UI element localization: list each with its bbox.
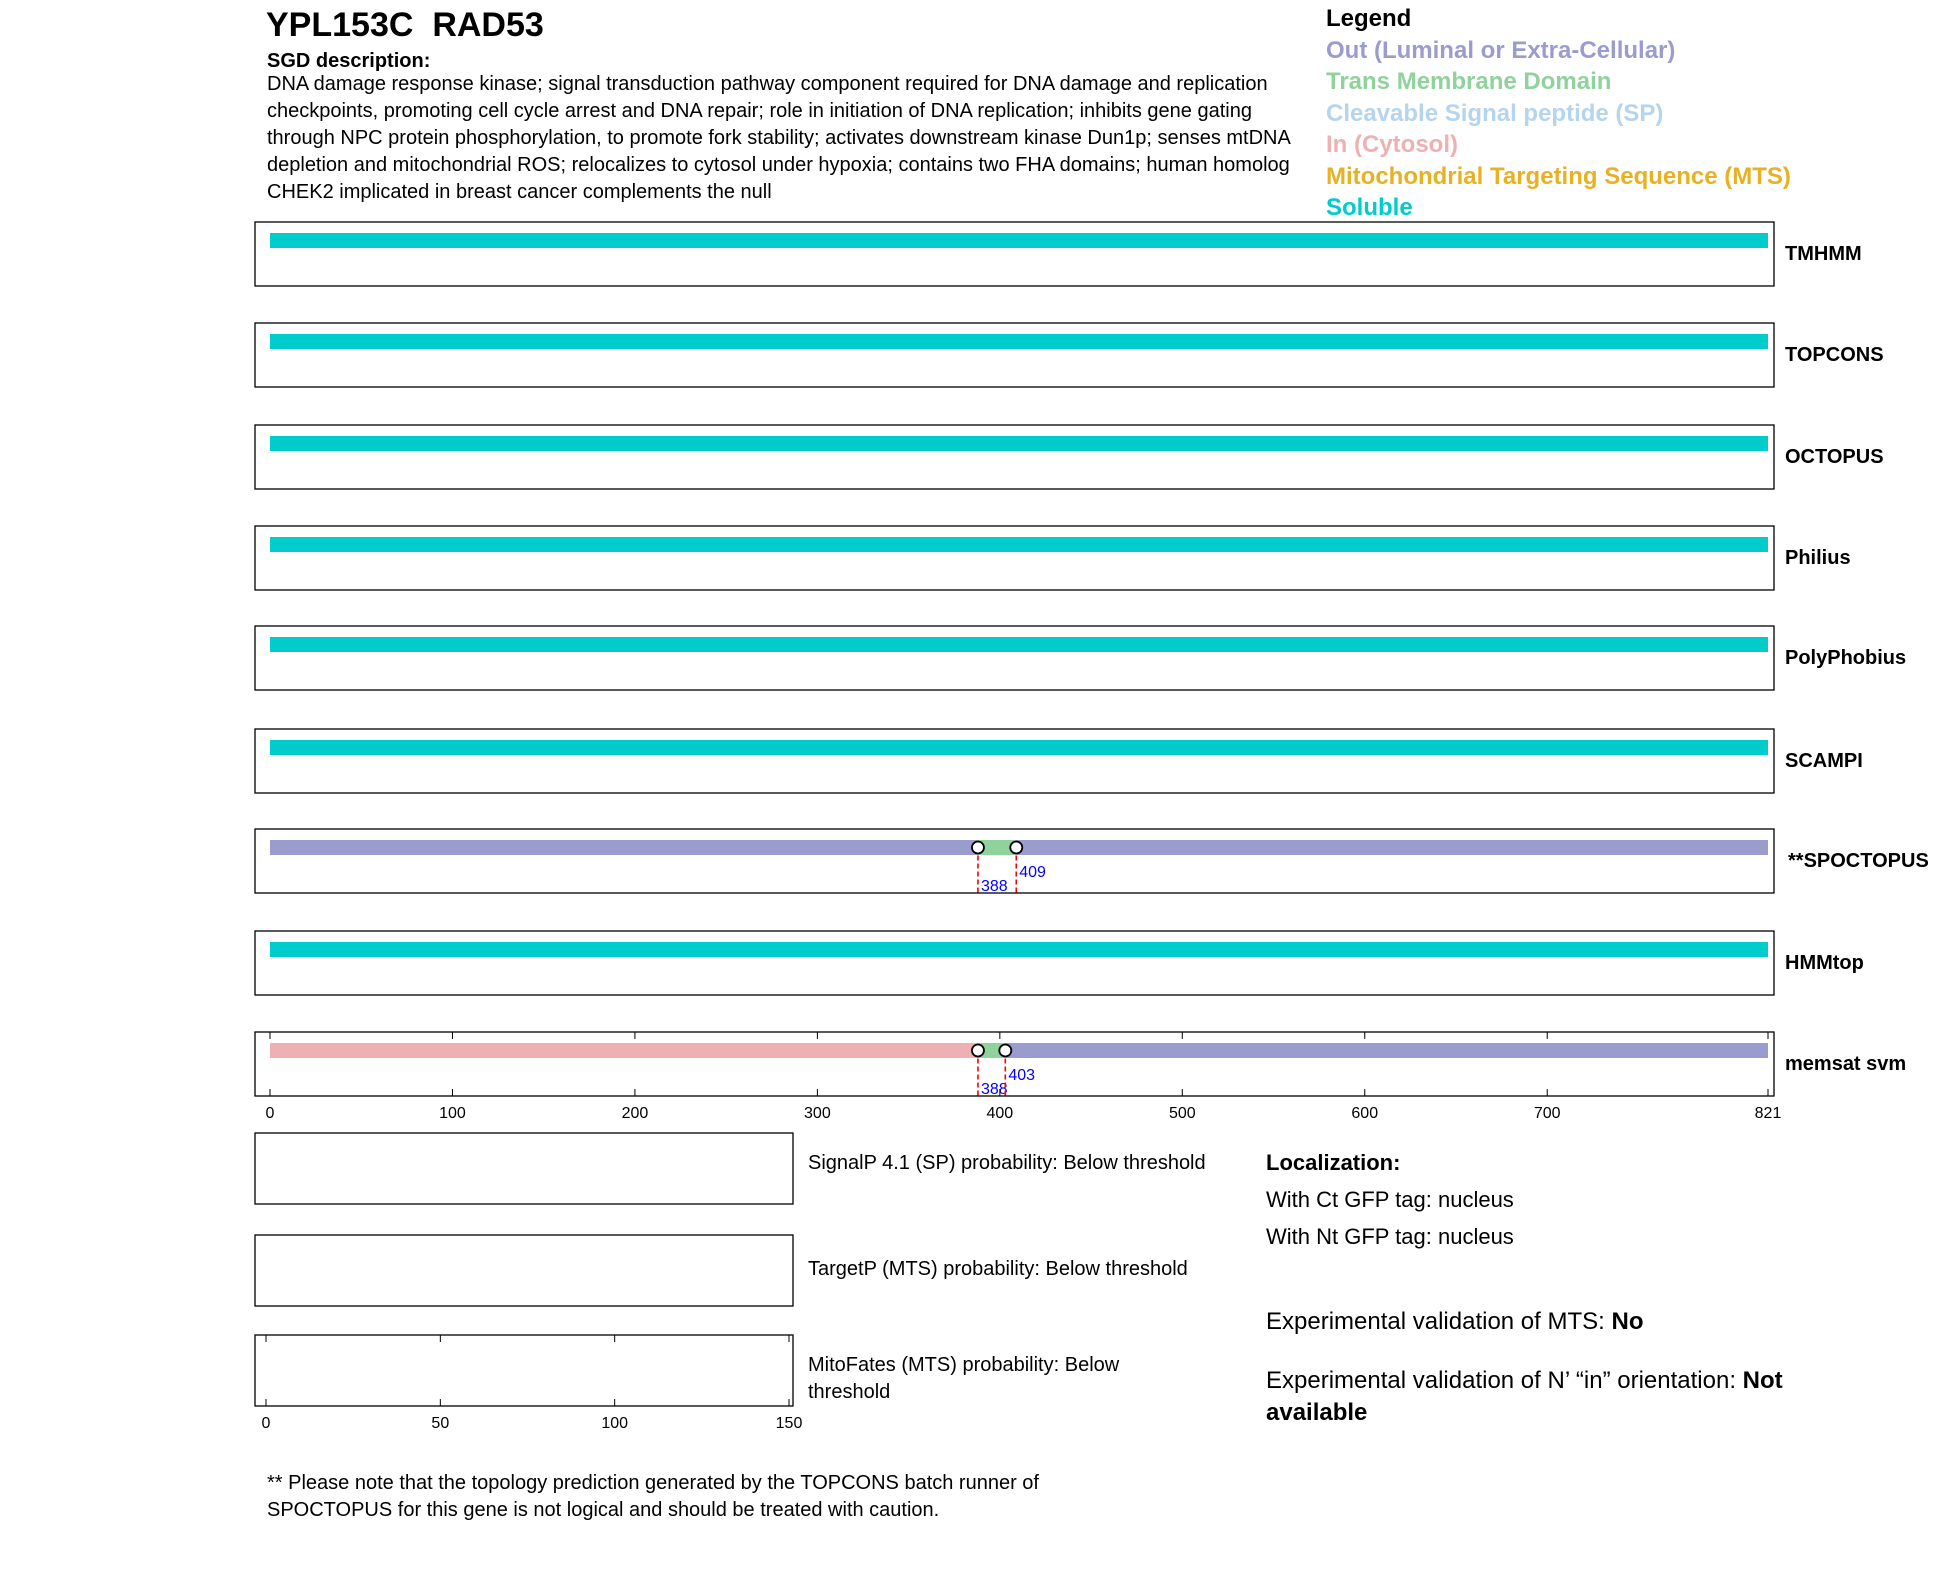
track-segment-soluble: [270, 334, 1768, 349]
x-tick-label: 700: [1533, 1105, 1561, 1122]
description-heading: SGD description:: [267, 50, 431, 72]
track-box: [255, 829, 1774, 893]
boundary-label: 409: [1019, 864, 1046, 881]
footnote: ** Please note that the topology prediction generated by the TOPCONS batch runner of SPOCTOPUS for this gene is not logical and should be treated with caution.: [267, 1472, 1039, 1521]
track-segment-soluble: [270, 537, 1768, 552]
boundary-marker: [1010, 842, 1022, 854]
probability-box: [255, 1235, 793, 1306]
prob-x-tick-label: 100: [601, 1415, 629, 1432]
track-segment-soluble: [270, 740, 1768, 755]
track-label: memsat svm: [1785, 1053, 1907, 1075]
legend-item-out: Out (Luminal or Extra-Cellular): [1326, 37, 1676, 64]
mts-validation: [1266, 1306, 1643, 1338]
boundary-marker: [999, 1045, 1011, 1057]
track-box: [255, 323, 1774, 387]
track-box: [255, 626, 1774, 690]
track-label: OCTOPUS: [1785, 446, 1884, 468]
description-text: DNA damage response kinase; signal transduction pathway component required for DNA damage and replication checkpoints, promoting cell cycle arrest and DNA repair; role in initiation of DNA replication; inhibits gene gating through NPC protein phosphorylation, to promote fork stability; activates downstream kinase Dun1p; senses mtDNA depletion and mitochondrial ROS; relocalizes to cytosol under hypoxia; contains two FHA domains; human homolog CHEK2 implicated in breast cancer complements the null: [267, 73, 1290, 203]
legend-item-soluble: Soluble: [1326, 194, 1413, 221]
legend-item-in: In (Cytosol): [1326, 131, 1458, 158]
probability-box: [255, 1133, 793, 1204]
track-label: HMMtop: [1785, 952, 1864, 974]
track-label: **SPOCTOPUS: [1788, 850, 1929, 872]
mts-validation-label: Experimental validation of MTS:: [1266, 1308, 1612, 1335]
legend-item-sp: Cleavable Signal peptide (SP): [1326, 100, 1664, 127]
prob-x-tick-label: 50: [431, 1415, 450, 1432]
mts-validation-value: No: [1611, 1308, 1644, 1335]
track-segment-out: [1005, 1043, 1768, 1058]
x-tick-label: 100: [439, 1105, 466, 1122]
x-tick-label: 821: [1754, 1105, 1782, 1122]
track-segment-out: [1016, 840, 1768, 855]
gene-name: RAD53: [432, 6, 544, 44]
mitofates-label: MitoFates (MTS) probability: Below threshold: [808, 1354, 1120, 1403]
prob-x-tick-label: 150: [775, 1415, 803, 1432]
track-box: [255, 425, 1774, 489]
gene-id: YPL153C: [266, 6, 414, 44]
boundary-marker: [972, 1045, 984, 1057]
orientation-validation: [1266, 1365, 1866, 1429]
x-tick-label: 0: [265, 1105, 275, 1122]
track-segment-soluble: [270, 233, 1768, 248]
x-tick-label: 200: [621, 1105, 649, 1122]
x-tick-label: 300: [804, 1105, 831, 1122]
track-box: [255, 1032, 1774, 1096]
track-label: TOPCONS: [1785, 344, 1884, 366]
localization-ct: With Ct GFP tag: nucleus: [1266, 1187, 1514, 1212]
track-label: SCAMPI: [1785, 750, 1863, 772]
track-segment-soluble: [270, 637, 1768, 652]
legend-item-mts: Mitochondrial Targeting Sequence (MTS): [1326, 163, 1791, 190]
signalp-label: SignalP 4.1 (SP) probability: Below threshold: [808, 1152, 1206, 1174]
probability-box: [255, 1335, 793, 1406]
track-box: [255, 526, 1774, 590]
x-tick-label: 400: [986, 1105, 1014, 1122]
localization-nt: With Nt GFP tag: nucleus: [1266, 1224, 1514, 1249]
boundary-label: 388: [980, 1081, 1008, 1098]
track-label: Philius: [1785, 547, 1851, 569]
targetp-label: TargetP (MTS) probability: Below threshold: [808, 1258, 1188, 1280]
boundary-marker: [972, 842, 984, 854]
boundary-label: 388: [980, 878, 1008, 895]
track-segment-out: [270, 840, 978, 855]
orientation-validation-value: Not available: [1266, 1367, 1783, 1426]
localization-heading: Localization:: [1266, 1150, 1401, 1175]
track-box: [255, 222, 1774, 286]
track-label: TMHMM: [1785, 243, 1862, 265]
x-tick-label: 600: [1351, 1105, 1379, 1122]
legend-item-tm: Trans Membrane Domain: [1326, 68, 1612, 95]
track-box: [255, 729, 1774, 793]
legend-title: Legend: [1326, 5, 1412, 32]
x-tick-label: 500: [1168, 1105, 1196, 1122]
track-segment-soluble: [270, 942, 1768, 957]
orientation-validation-label: Experimental validation of N’ “in” orientation:: [1266, 1367, 1743, 1394]
track-segment-soluble: [270, 436, 1768, 451]
boundary-label: 403: [1008, 1067, 1036, 1084]
track-box: [255, 931, 1774, 995]
track-label: PolyPhobius: [1785, 647, 1907, 669]
track-segment-in: [270, 1043, 978, 1058]
prob-x-tick-label: 0: [261, 1415, 271, 1432]
